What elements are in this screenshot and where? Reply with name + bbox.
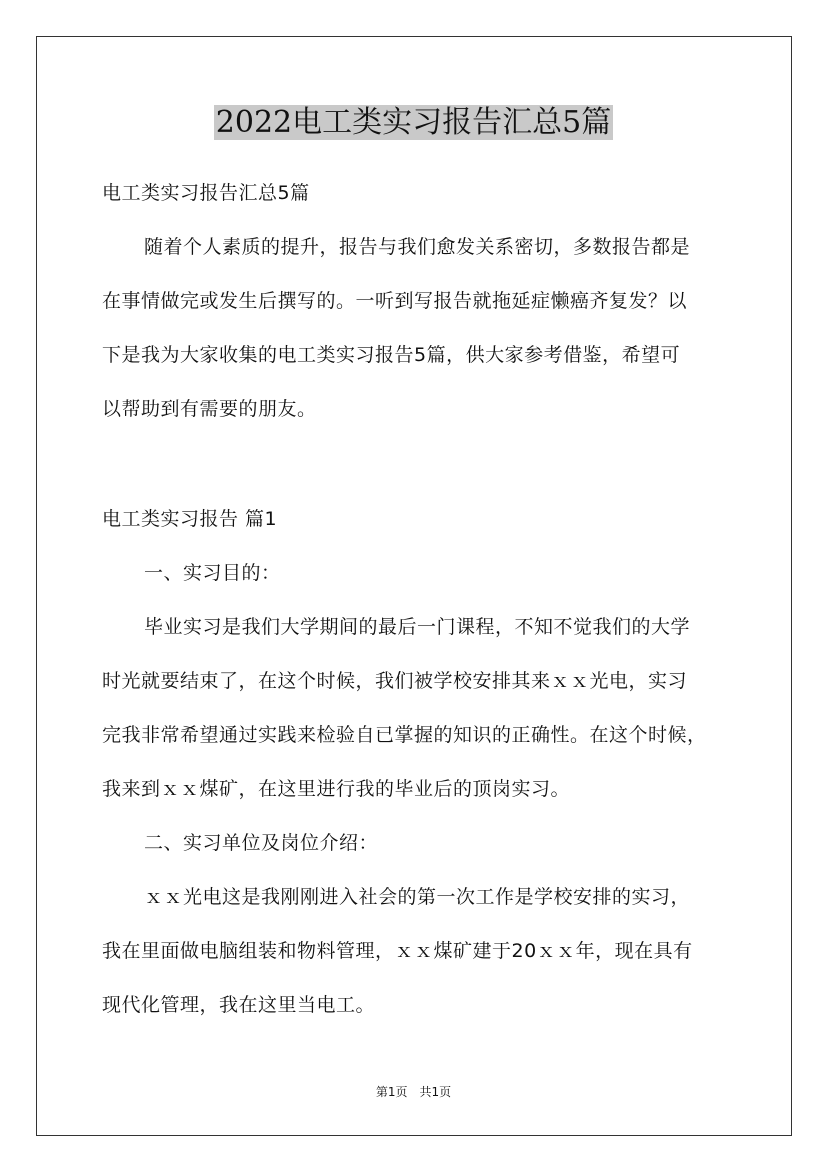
part2-line-2: 我在里面做电脑组装和物料管理，ｘｘ煤矿建于20ｘｘ年，现在具有 xyxy=(102,940,693,962)
part1-line-4: 我来到ｘｘ煤矿，在这里进行我的毕业后的顶岗实习。 xyxy=(102,778,571,800)
intro-line-1: 随着个人素质的提升，报告与我们愈发关系密切，多数报告都是 xyxy=(144,236,691,258)
part1-heading: 一、实习目的： xyxy=(144,562,281,584)
intro-line-4: 以帮助到有需要的朋友。 xyxy=(102,398,317,420)
intro-line-2: 在事情做完或发生后撰写的。一听到写报告就拖延症懒癌齐复发？以 xyxy=(102,290,688,312)
part2-line-1: ｘｘ光电这是我刚刚进入社会的第一次工作是学校安排的实习， xyxy=(144,886,691,908)
part1-line-3: 完我非常希望通过实践来检验自已掌握的知识的正确性。在这个时候， xyxy=(102,724,707,746)
part1-line-1: 毕业实习是我们大学期间的最后一门课程，不知不觉我们的大学 xyxy=(144,616,691,638)
part2-heading: 二、实习单位及岗位介绍： xyxy=(144,832,379,854)
section-heading: 电工类实习报告 篇1 xyxy=(102,508,278,530)
document-title xyxy=(0,100,827,146)
document-title-text: 2022电工类实习报告汇总5篇 xyxy=(215,105,612,140)
intro-line-3: 下是我为大家收集的电工类实习报告5篇，供大家参考借鉴，希望可 xyxy=(102,344,681,366)
part2-line-3: 现代化管理，我在这里当电工。 xyxy=(102,994,376,1016)
document-subtitle: 电工类实习报告汇总5篇 xyxy=(102,182,310,204)
part1-line-2: 时光就要结束了，在这个时候，我们被学校安排其来ｘｘ光电，实习 xyxy=(102,670,688,692)
page-footer: 第1页 共1页 xyxy=(375,1085,452,1099)
